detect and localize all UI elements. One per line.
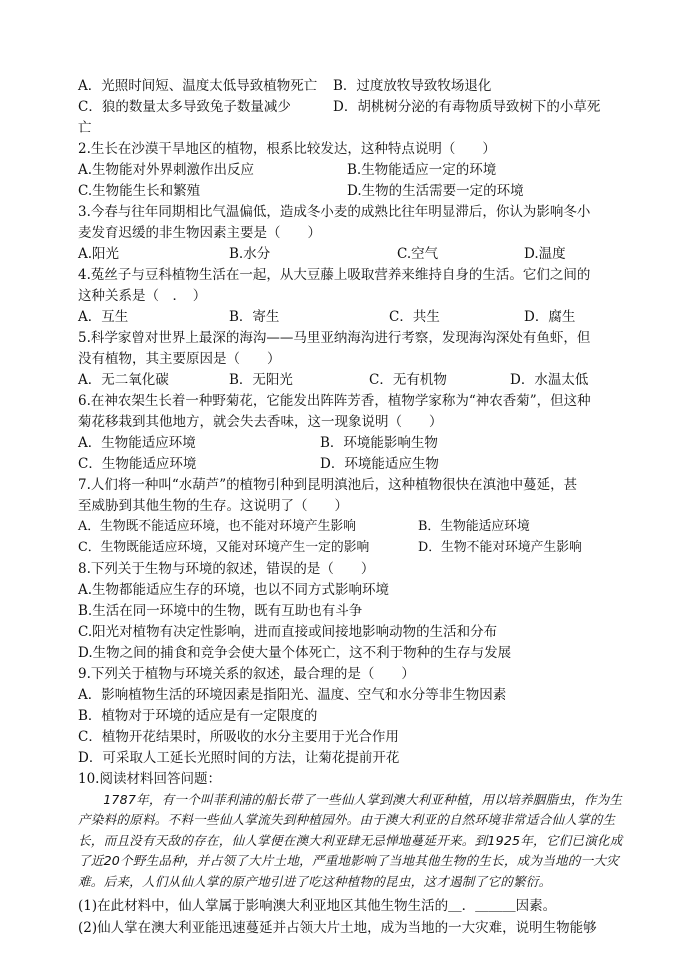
q3-option-a: A.阳光 [78,246,120,262]
q9-stem: 9.下列关于植物与环境关系的叙述，最合理的是（ ） [78,666,415,682]
q2-option-a: A.生物能对外界刺激作出反应 [78,162,255,178]
q5-option-c: C．无有机物 [369,372,447,388]
q5-option-a: A．无二氧化碳 [78,372,169,388]
q4-stem-line1: 4.菟丝子与豆科植物生活在一起，从大豆藤上吸取营养来维持自身的生活。它们之间的 [78,267,591,283]
q4-option-a: A．互生 [78,309,129,325]
q2-stem: 2.生长在沙漠干旱地区的植物，根系比较发达，这种特点说明（ ） [78,141,496,157]
q5-stem-line1: 5.科学家曾对世界上最深的海沟——马里亚纳海沟进行考察，发现海沟深处有鱼虾，但 [78,330,591,346]
q7-option-a: A．生物既不能适应环境，也不能对环境产生影响 [78,519,356,534]
q6-option-d: D．环境能适应生物 [320,456,439,472]
q4-option-d: D．腐生 [524,309,576,325]
q3-stem-line1: 3.今春与往年同期相比气温偏低，造成冬小麦的成熟比往年明显滞后，你认为影响冬小 [78,204,591,220]
q10-subquestion-2: (2)仙人掌在澳大利亚能迅速蔓延并占领大片土地，成为当地的一大灾难，说明生物能够 [78,920,597,936]
q4-option-c: C．共生 [389,309,440,325]
q6-option-c: C．生物能适应环境 [78,456,197,472]
q10-subquestion-1: (1)在此材料中，仙人掌属于影响澳大利亚地区其他生物生活的＿．＿＿＿因素。 [78,898,557,914]
q8-option-b: B.生活在同一环境中的生物，既有互助也有斗争 [78,603,363,619]
q2-option-d: D.生物的生活需要一定的环境 [347,183,524,199]
q10-passage-paragraph: 1787年，有一个叫菲利浦的船长带了一些仙人掌到澳大利亚种植，用以培养胭脂虫，作为生产染料的原料。不料一些仙人掌流失到种植园外。由于澳大利亚的自然环境非常适合仙人掌的生长，而且没有天敌的存在，仙人掌便在澳大利亚肆无忌惮地蔓延开来。到1925年，它们已演化成了近20个野生品种，并占领了大片土地，严重地影响了当地其他生物的生长，成为当地的一大灾难。后来，人们从仙人掌的原产地引进了吃这种植物的昆虫，这才遏制了它的繁衍。 [78,792,623,889]
q8-stem: 8.下列关于生物与环境的叙述，错误的是（ ） [78,561,375,577]
q7-stem-line1: 7.人们将一种叫“水葫芦”的植物引种到昆明滇池后，这种植物很快在滇池中蔓延，甚 [78,477,578,493]
q1-option-a: A．光照时间短、温度太低导致植物死亡 [78,78,318,94]
q9-option-c: C．植物开花结果时，所吸收的水分主要用于光合作用 [78,729,399,745]
q3-stem-line2: 麦发育迟缓的非生物因素主要是（ ） [78,225,321,241]
q4-option-b: B．寄生 [229,309,280,325]
q9-option-b: B．植物对于环境的适应是有一定限度的 [78,708,318,724]
q2-option-c: C.生物能生长和繁殖 [78,183,201,199]
q5-option-d: D．水温太低 [510,372,589,388]
q6-option-a: A．生物能适应环境 [78,435,196,451]
q7-stem-line2: 至威胁到其他生物的生存。这说明了（ ） [78,498,348,514]
q1-option-d: D．胡桃树分泌的有毒物质导致树下的小草死 [333,99,601,115]
q9-option-d: D．可采取人工延长光照时间的方法，让菊花提前开花 [78,750,400,766]
q7-option-c: C．生物既能适应环境，又能对环境产生一定的影响 [78,540,370,555]
q2-option-b: B.生物能适应一定的环境 [347,162,497,178]
q1-option-c: C．狼的数量太多导致兔子数量减少 [78,99,291,115]
q1-option-d-cont: 亡 [78,120,92,136]
q5-option-b: B．无阳光 [229,372,293,388]
q9-option-a: A．影响植物生活的环境因素是指阳光、温度、空气和水分等非生物因素 [78,687,507,703]
q4-stem-line2: 这种关系是（ ． ） [78,288,207,304]
q6-stem-line1: 6.在神农架生长着一种野菊花，它能发出阵阵芳香，植物学家称为“神农香菊”，但这种 [78,393,591,409]
q3-option-c: C.空气 [397,246,439,262]
q5-stem-line2: 没有植物，其主要原因是（ ） [78,351,281,367]
q3-option-b: B.水分 [229,246,271,262]
q7-option-d: D．生物不能对环境产生影响 [418,540,582,555]
q7-option-b: B．生物能适应环境 [418,519,530,534]
q8-option-c: C.阳光对植物有决定性影响，进而直接或间接地影响动物的生活和分布 [78,624,498,640]
q8-option-d: D.生物之间的捕食和竞争会使大量个体死亡，这不利于物种的生存与发展 [78,645,512,661]
q10-passage [78,790,623,892]
q1-option-b: B．过度放牧导致牧场退化 [333,78,492,94]
q6-stem-line2: 菊花移栽到其他地方，就会失去香味，这一现象说明（ ） [78,414,443,430]
q6-option-b: B．环境能影响生物 [320,435,438,451]
q3-option-d: D.温度 [524,246,566,262]
q8-option-a: A.生物都能适应生存的环境，也以不同方式影响环境 [78,582,390,598]
q10-stem: 10.阅读材料回答问题： [78,771,221,787]
